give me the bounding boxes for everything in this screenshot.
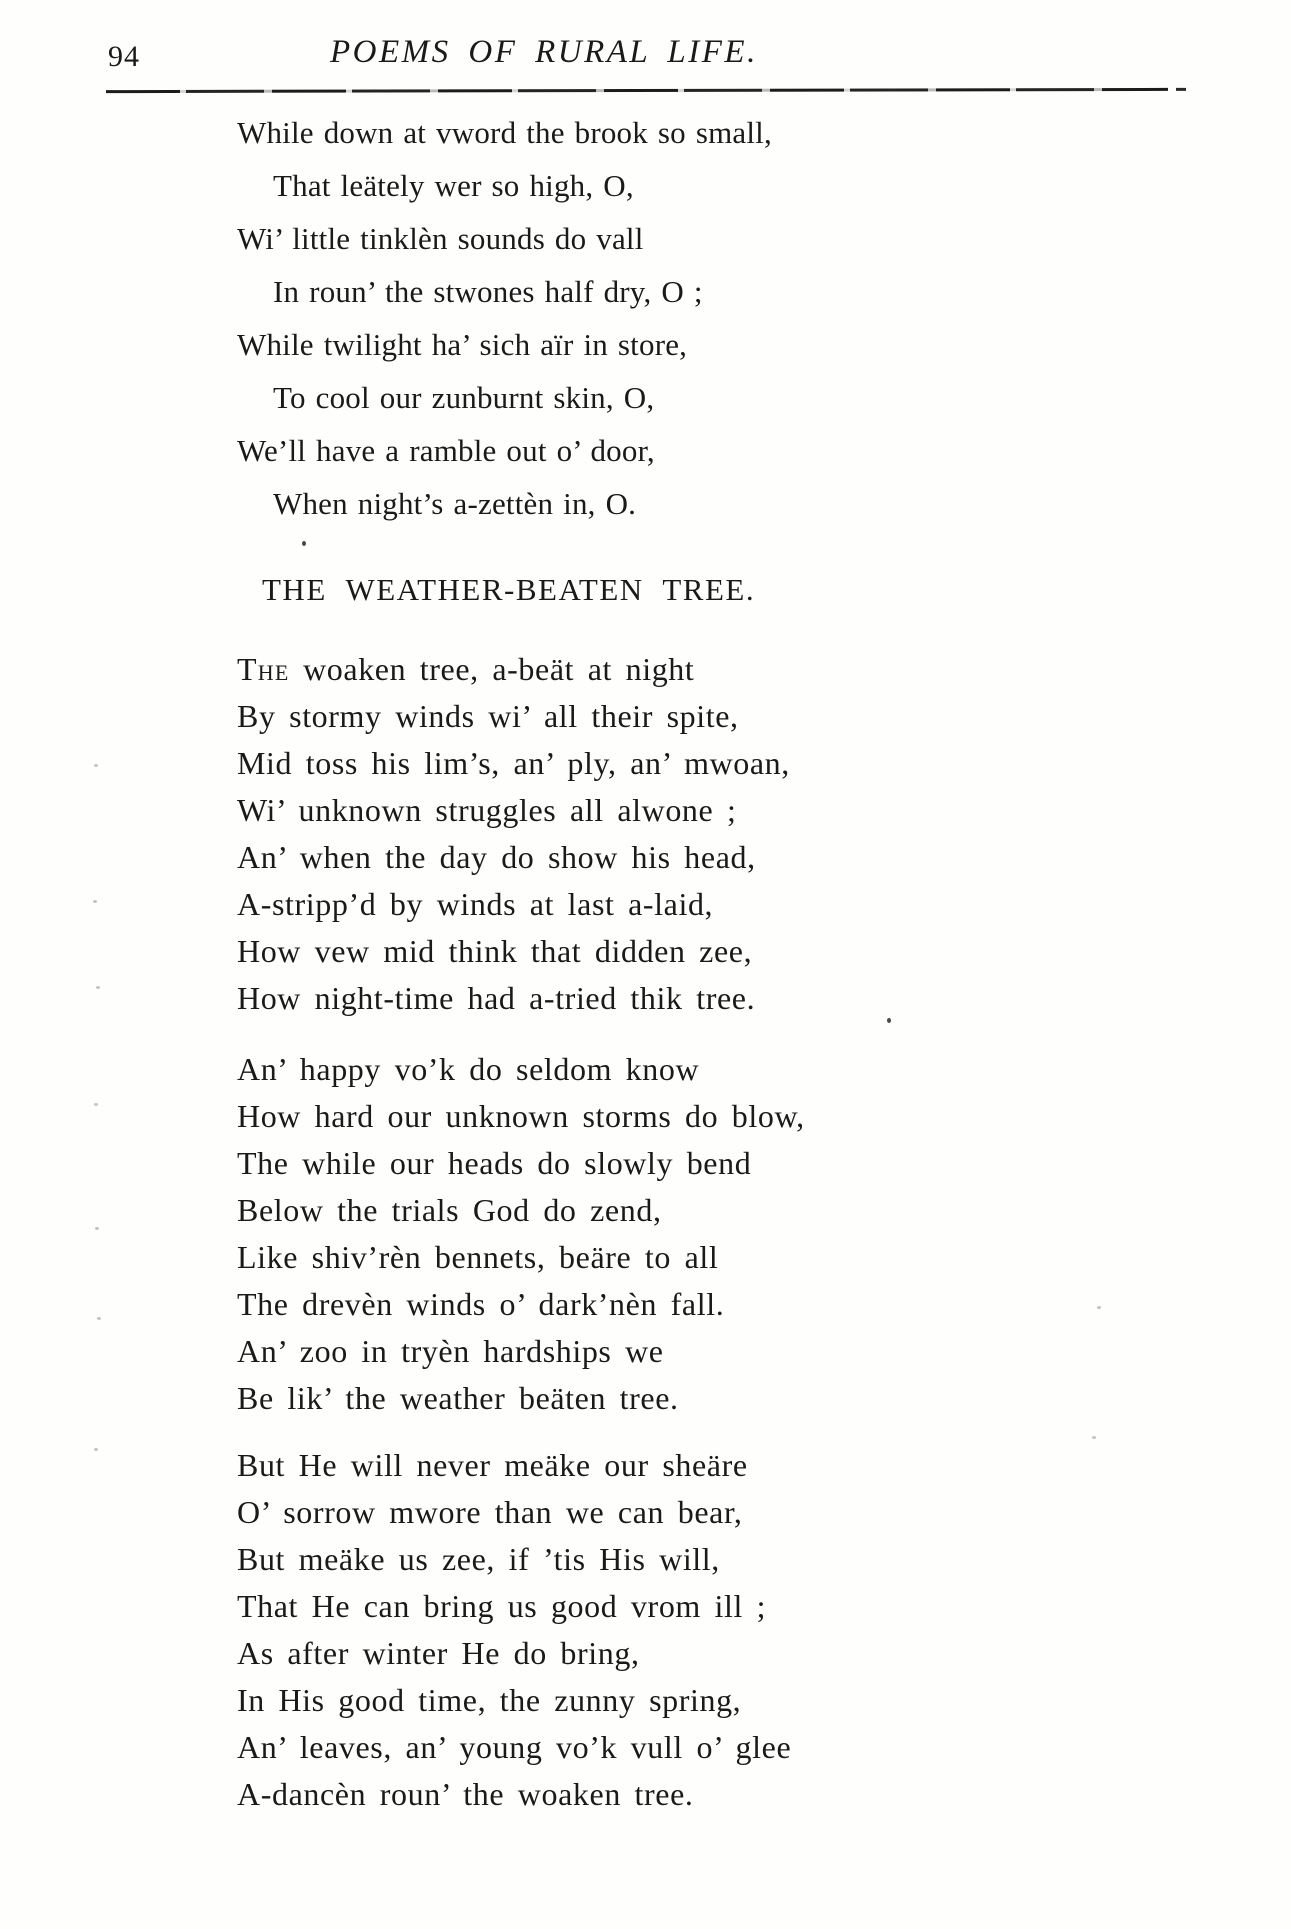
poem-line: O’ sorrow mwore than we can bear, <box>237 1494 743 1530</box>
poem-title: THE WEATHER-BEATEN TREE. <box>262 572 756 607</box>
scan-speck <box>887 1018 891 1023</box>
poem-line: While twilight ha’ sich aïr in store, <box>237 327 688 362</box>
poem-line: A-dancèn roun’ the woaken tree. <box>237 1776 694 1812</box>
scan-speck <box>302 541 306 546</box>
scan-speck <box>96 986 100 989</box>
poem-line: While down at vword the brook so small, <box>237 115 772 150</box>
poem-line: How night-time had a-tried thik tree. <box>237 980 756 1016</box>
poem-line: The woaken tree, a-beät at night <box>237 651 695 687</box>
poem-line: Wi’ unknown struggles all alwone ; <box>237 792 737 828</box>
poem-line: That He can bring us good vrom ill ; <box>237 1588 767 1624</box>
running-title: POEMS OF RURAL LIFE. <box>330 34 758 70</box>
poem-line: Be lik’ the weather beäten tree. <box>237 1380 679 1416</box>
poem-line: An’ leaves, an’ young vo’k vull o’ glee <box>237 1729 792 1765</box>
poem-line: An’ zoo in tryèn hardships we <box>237 1333 664 1369</box>
lead-word: The <box>237 651 290 687</box>
poem-line: As after winter He do bring, <box>237 1635 640 1671</box>
poem-line: An’ happy vo’k do seldom know <box>237 1051 700 1087</box>
poem-line: A-stripp’d by winds at last a-laid, <box>237 886 714 922</box>
scan-speck <box>97 1317 101 1320</box>
poem-line: Wi’ little tinklèn sounds do vall <box>237 221 644 256</box>
poem-stanza-2 <box>237 1046 805 1422</box>
scan-speck <box>95 1227 99 1230</box>
header-rule <box>106 88 1168 93</box>
closing-stanza <box>237 106 772 530</box>
poem-line: But He will never meäke our sheäre <box>237 1447 748 1483</box>
scan-speck <box>93 900 97 903</box>
poem-line: Mid toss his lim’s, an’ ply, an’ mwoan, <box>237 745 790 781</box>
poem-line: But meäke us zee, if ’tis His will, <box>237 1541 720 1577</box>
scan-speck <box>1092 1436 1096 1439</box>
poem-line: How hard our unknown storms do blow, <box>237 1098 805 1134</box>
poem-line: How vew mid think that didden zee, <box>237 933 753 969</box>
poem-line: In His good time, the zunny spring, <box>237 1682 742 1718</box>
poem-line: In roun’ the stwones half dry, O ; <box>273 274 703 309</box>
scan-speck <box>1097 1306 1101 1309</box>
poem-line: Below the trials God do zend, <box>237 1192 662 1228</box>
poem-line: We’ll have a ramble out o’ door, <box>237 433 655 468</box>
scan-speck <box>94 764 98 767</box>
poem-line: The while our heads do slowly bend <box>237 1145 752 1181</box>
scan-speck <box>94 1448 98 1451</box>
poem-stanza-3 <box>237 1442 791 1818</box>
poem-line: That leätely wer so high, O, <box>273 168 634 203</box>
poem-line: An’ when the day do show his head, <box>237 839 756 875</box>
scan-speck <box>94 1103 98 1106</box>
poem-line: To cool our zunburnt skin, O, <box>273 380 655 415</box>
poem-line: When night’s a-zettèn in, O. <box>273 486 637 521</box>
poem-line: Like shiv’rèn bennets, beäre to all <box>237 1239 719 1275</box>
page-number: 94 <box>108 40 140 73</box>
poem-stanza-1 <box>237 646 790 1022</box>
poem-line: The drevèn winds o’ dark’nèn fall. <box>237 1286 725 1322</box>
poem-line: By stormy winds wi’ all their spite, <box>237 698 739 734</box>
